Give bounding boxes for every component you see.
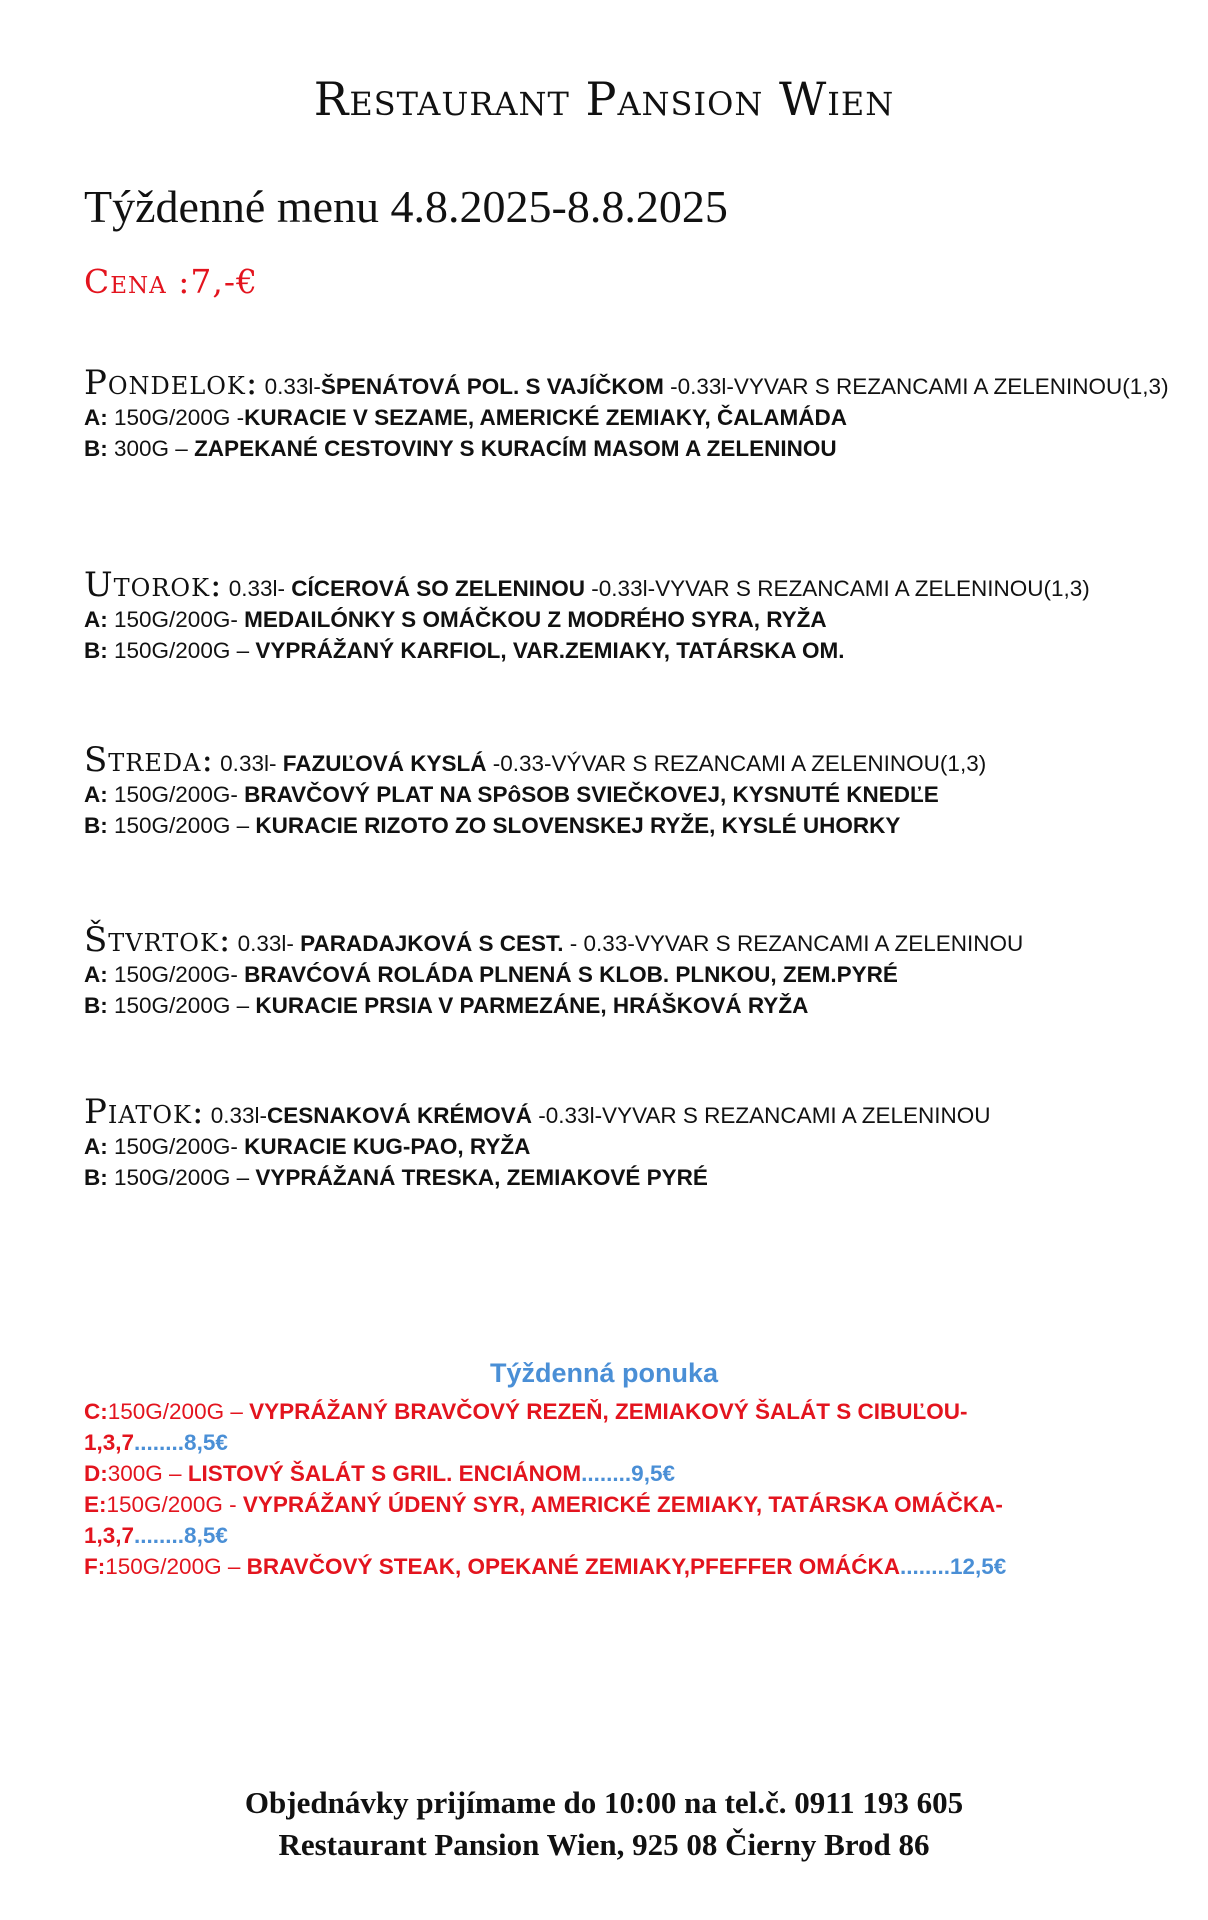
weekly-item-c-price-line [84,1427,1134,1458]
soup-name: FAZUĽOVÁ KYSLÁ [282,751,487,776]
day-block-friday [84,1092,1174,1193]
item-price: ........12,5€ [900,1554,1007,1579]
dish-name: KURACIE PRSIA V PARMEZÁNE, HRÁŠKOVÁ RYŽA [255,993,809,1018]
soup-line: Štvrtok: 0.33l- PARADAJKOVÁ S CEST. - 0.33-VYVAR S REZANCAMI A ZELENINOU [84,920,1024,960]
day-name: Piatok: [84,1092,205,1132]
footer-address: Restaurant Pansion Wien, 925 08 Čierny Brod 86 [278,1827,930,1862]
soup-line: Streda: 0.33l- FAZUĽOVÁ KYSLÁ -0.33-VÝVAR S REZANCAMI A ZELENINOU(1,3) [84,740,987,780]
day-block-thursday [84,920,1174,1021]
weekly-offer-list [84,1396,1134,1582]
weekly-item-e-price-line [84,1520,1134,1551]
dish-a: A: 150G/200G- MEDAILÓNKY S OMÁČKOU Z MODRÉHO SYRA, RYŽA [84,607,827,632]
dish-a: A: 150G/200G- BRAVČOVÝ PLAT NA SPôSOB SVIEČKOVEJ, KYSNUTÉ KNEDĽE [84,782,939,807]
dish-name: LISTOVÝ ŠALÁT S GRIL. ENCIÁNOM [187,1461,582,1486]
dish-name: KURACIE RIZOTO ZO SLOVENSKEJ RYŽE, KYSLÉ UHORKY [255,813,901,838]
dish-name: BRAVČOVÝ STEAK, OPEKANÉ ZEMIAKY,PFEFFER OMÁĆKA [246,1554,900,1579]
dish-name: VYPRÁŽANÝ BRAVČOVÝ REZEŇ, ZEMIAKOVÝ ŠALÁT S CIBUĽOU- [249,1399,968,1424]
day-name: Streda: [84,740,214,780]
soup-name: CÍCEROVÁ SO ZELENINOU [291,576,586,601]
dish-b: B: 150G/200G – VYPRÁŽANÝ KARFIOL, VAR.ZEMIAKY, TATÁRSKA OM. [84,638,845,663]
item-price: ........9,5€ [581,1461,675,1486]
dish-a: A: 150G/200G -KURACIE V SEZAME, AMERICKÉ ZEMIAKY, ČALAMÁDA [84,405,848,430]
dish-b: B: 150G/200G – KURACIE RIZOTO ZO SLOVENSKEJ RYŽE, KYSLÉ UHORKY [84,813,901,838]
soup-line: Piatok: 0.33l-CESNAKOVÁ KRÉMOVÁ -0.33l-VYVAR S REZANCAMI A ZELENINOU [84,1092,991,1132]
dish-b: B: 300G – ZAPEKANÉ CESTOVINY S KURACÍM MASOM A ZELENINOU [84,436,837,461]
dish-name: VYPRÁŽANÁ TRESKA, ZEMIAKOVÉ PYRÉ [255,1165,708,1190]
weekly-item-d: D:300G – LISTOVÝ ŠALÁT S GRIL. ENCIÁNOM........9,5€ [84,1461,675,1486]
allergens: 1,3,7 [84,1523,135,1548]
dish-name: BRAVĆOVÁ ROLÁDA PLNENÁ S KLOB. PLNKOU, ZEM.PYRÉ [244,962,898,987]
day-name: Utorok: [84,565,223,605]
item-price: ........8,5€ [134,1523,228,1548]
dish-a: A: 150G/200G- KURACIE KUG-PAO, RYŽA [84,1134,531,1159]
weekly-item-f: F:150G/200G – BRAVČOVÝ STEAK, OPEKANÉ ZEMIAKY,PFEFFER OMÁĆKA........12,5€ [84,1554,1007,1579]
dish-name: KURACIE V SEZAME, AMERICKÉ ZEMIAKY, ČALAMÁDA [244,405,848,430]
dish-name: MEDAILÓNKY S OMÁČKOU Z MODRÉHO SYRA, RYŽA [244,607,827,632]
dish-name: BRAVČOVÝ PLAT NA SPôSOB SVIEČKOVEJ, KYSNUTÉ KNEDĽE [244,782,939,807]
soup-name: ŠPENÁTOVÁ POL. S VAJÍČKOM [320,374,664,399]
weekly-item-c: C:150G/200G – VYPRÁŽANÝ BRAVČOVÝ REZEŇ, ZEMIAKOVÝ ŠALÁT S CIBUĽOU- [84,1399,968,1424]
soup-name: CESNAKOVÁ KRÉMOVÁ [267,1103,533,1128]
weekly-item-e: E:150G/200G - VYPRÁŽANÝ ÚDENÝ SYR, AMERICKÉ ZEMIAKY, TATÁRSKA OMÁČKA- [84,1492,1003,1517]
weekly-menu-subtitle: Týždenné menu 4.8.2025-8.8.2025 [84,181,728,232]
soup-line: Pondelok: 0.33l-ŠPENÁTOVÁ POL. S VAJÍČKOM -0.33l-VYVAR S REZANCAMI A ZELENINOU(1,3) [84,363,1169,403]
dish-name: ZAPEKANÉ CESTOVINY S KURACÍM MASOM A ZELENINOU [194,436,837,461]
day-block-wednesday [84,740,1174,841]
day-name: Štvrtok: [84,920,232,960]
allergens: 1,3,7 [84,1430,135,1455]
day-block-monday [84,363,1174,464]
dish-b: B: 150G/200G – KURACIE PRSIA V PARMEZÁNE, HRÁŠKOVÁ RYŽA [84,993,809,1018]
soup-name: PARADAJKOVÁ S CEST. [300,931,564,956]
dish-b: B: 150G/200G – VYPRÁŽANÁ TRESKA, ZEMIAKOVÉ PYRÉ [84,1165,708,1190]
day-block-tuesday [84,565,1174,666]
dish-a: A: 150G/200G- BRAVĆOVÁ ROLÁDA PLNENÁ S KLOB. PLNKOU, ZEM.PYRÉ [84,962,898,987]
dish-name: VYPRÁŽANÝ KARFIOL, VAR.ZEMIAKY, TATÁRSKA OM. [255,638,845,663]
weekly-offer-heading: Týždenná ponuka [489,1358,719,1388]
dish-name: VYPRÁŽANÝ ÚDENÝ SYR, AMERICKÉ ZEMIAKY, TATÁRSKA OMÁČKA- [242,1492,1003,1517]
restaurant-title: Restaurant Pansion Wien [313,72,895,126]
dish-name: KURACIE KUG-PAO, RYŽA [244,1134,531,1159]
soup-line: Utorok: 0.33l- CÍCEROVÁ SO ZELENINOU -0.33l-VYVAR S REZANCAMI A ZELENINOU(1,3) [84,565,1090,605]
item-price: ........8,5€ [134,1430,228,1455]
menu-price: Cena :7,-€ [84,262,259,301]
day-name: Pondelok: [84,363,259,403]
footer-order-info: Objednávky prijímame do 10:00 na tel.č. 0911 193 605 [244,1785,964,1820]
